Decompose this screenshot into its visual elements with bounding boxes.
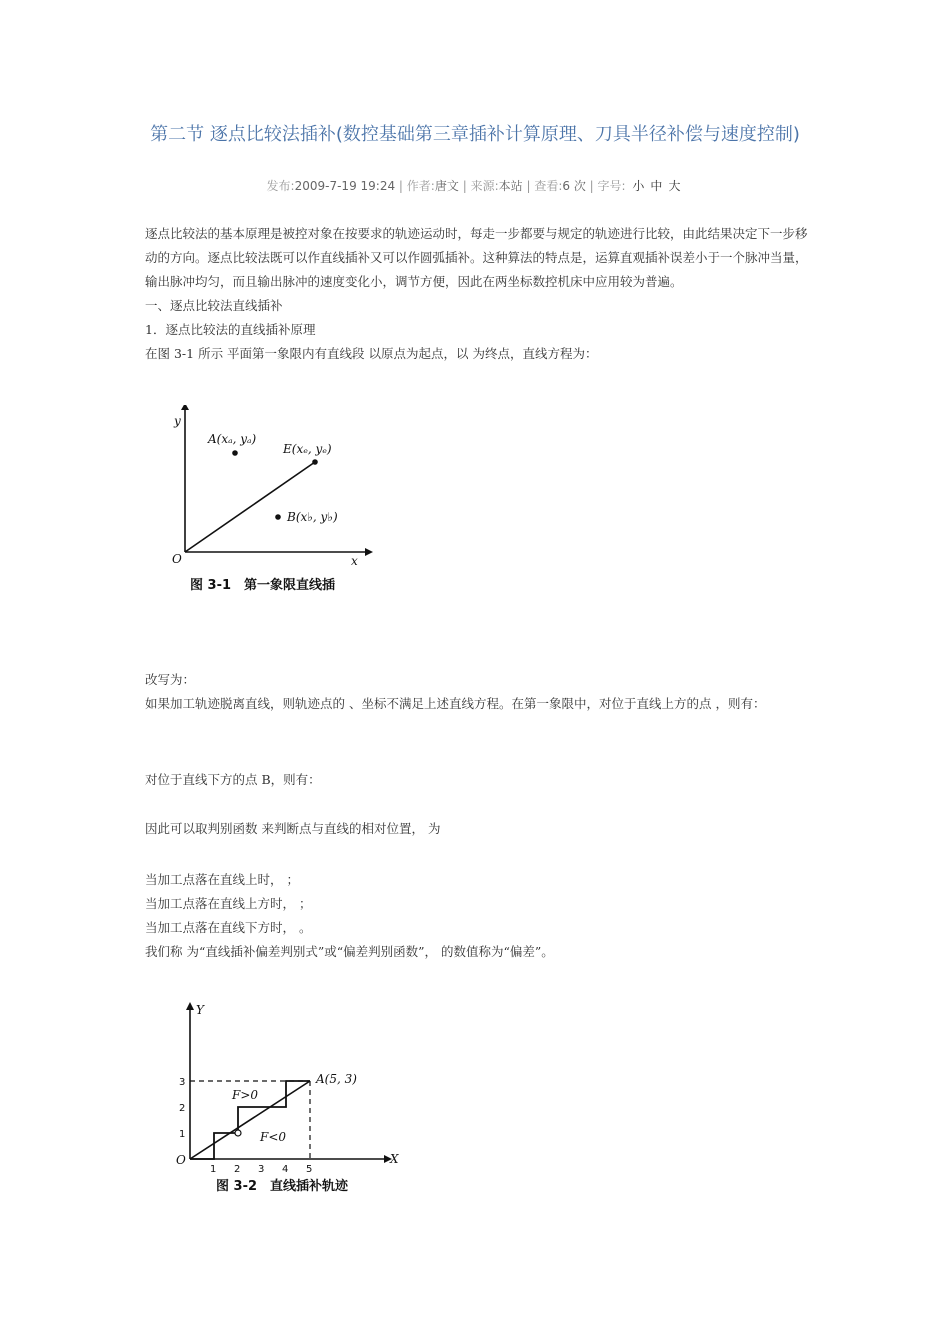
y-axis-arrow [186,1002,194,1010]
font-size-large-link[interactable]: 大 [668,179,681,193]
font-size-small-link[interactable]: 小 [632,179,645,193]
y-axis-label: y [174,414,181,428]
figure-3-2-caption: 图 3-2 直线插补轨迹 [216,1179,349,1194]
y-axis-label: Y [196,1003,204,1017]
body-paragraph: 我们称 为“直线插补偏差判别式”或“偏差判别函数”， 的数值称为“偏差”。 [145,944,554,959]
condition-on-line: 当加工点落在直线上时， ； [145,872,299,887]
body-paragraph: 对位于直线下方的点 B，则有： [145,772,321,787]
fontsize-label: 字号: [597,179,626,193]
endpoint-label: A(5, 3) [316,1072,357,1086]
published-date: 2009-7-19 19:24 [294,179,396,193]
article-meta [140,177,810,194]
point-a-dot [232,450,238,456]
x-tick-label: 2 [234,1164,241,1175]
views-count: 6 次 [562,179,586,193]
source-label: 来源: [470,179,499,193]
intro-paragraph: 逐点比较法的基本原理是被控对象在按要求的轨迹运动时，每走一步都要与规定的轨迹进行比较，由此结果决定下一步移动的方向。逐点比较法既可以作直线插补又可以作圆弧插补。这种算法的特点是，运算直观插补误差小于一个脉冲当量，输出脉冲均匀，而且输出脉冲的速度变化小，调节方便，因此在两坐标数控机床中应用较为普遍。 [145,226,808,289]
body-paragraph: 改写为： [145,672,196,687]
point-b-dot [275,514,281,520]
author-label: 作者: [406,179,435,193]
body-paragraph: 在图 3-1 所示 平面第一象限内有直线段 以原点为起点，以 为终点，直线方程为： [145,346,598,361]
meta-separator: | [398,179,403,193]
point-e-dot [312,459,318,465]
condition-above-line: 当加工点落在直线上方时， ； [145,896,312,911]
region-below-label: F<0 [260,1130,287,1144]
meta-separator: | [462,179,467,193]
article-body-2 [145,668,810,716]
x-tick-label: 4 [282,1164,289,1175]
point-b-label: B(x♭, y♭) [287,510,338,524]
y-tick-label: 1 [179,1129,186,1140]
path-node [235,1130,241,1136]
y-tick-label: 3 [179,1077,186,1088]
x-axis-arrow [365,548,373,556]
line-segment [185,462,315,552]
x-tick-label: 1 [210,1164,217,1175]
y-axis-arrow [181,405,189,410]
article-title: 第二节 逐点比较法插补(数控基础第三章插补计算原理、刀具半径补偿与速度控制) [150,124,800,145]
meta-separator: | [526,179,531,193]
source-name: 本站 [498,179,523,193]
article-body-4 [145,817,810,841]
figure-3-1-caption: 图 3-1 第一象限直线插 [190,578,336,593]
meta-separator: | [589,179,594,193]
origin-label: O [176,1153,186,1167]
point-e-label: E(xₑ, yₑ) [283,442,332,456]
author-name: 唐文 [434,179,459,193]
article-body-3 [145,768,810,792]
views-label: 查看: [534,179,563,193]
condition-below-line: 当加工点落在直线下方时， 。 [145,920,312,935]
article-body-5 [145,868,810,964]
article-intro [145,222,810,366]
x-axis-label: X [390,1152,399,1166]
section-heading: 一、逐点比较法直线插补 [145,298,283,313]
body-paragraph: 因此可以取判别函数 来判断点与直线的相对位置， 为 [145,821,441,836]
point-a-label: A(xₐ, yₐ) [208,432,257,446]
x-tick-label: 5 [306,1164,313,1175]
figure-3-1 [165,405,380,600]
region-above-label: F>0 [232,1088,259,1102]
x-axis-label: x [351,554,358,568]
subsection-heading: 1．逐点比较法的直线插补原理 [145,322,316,337]
figure-3-2 [170,1000,415,1200]
published-label: 发布: [266,179,295,193]
font-size-medium-link[interactable]: 中 [650,179,663,193]
y-tick-label: 2 [179,1103,186,1114]
x-tick-label: 3 [258,1164,265,1175]
origin-label: O [172,552,182,566]
body-paragraph: 如果加工轨迹脱离直线，则轨迹点的 、坐标不满足上述直线方程。在第一象限中，对位于直线上方的点 ，则有： [145,696,766,711]
